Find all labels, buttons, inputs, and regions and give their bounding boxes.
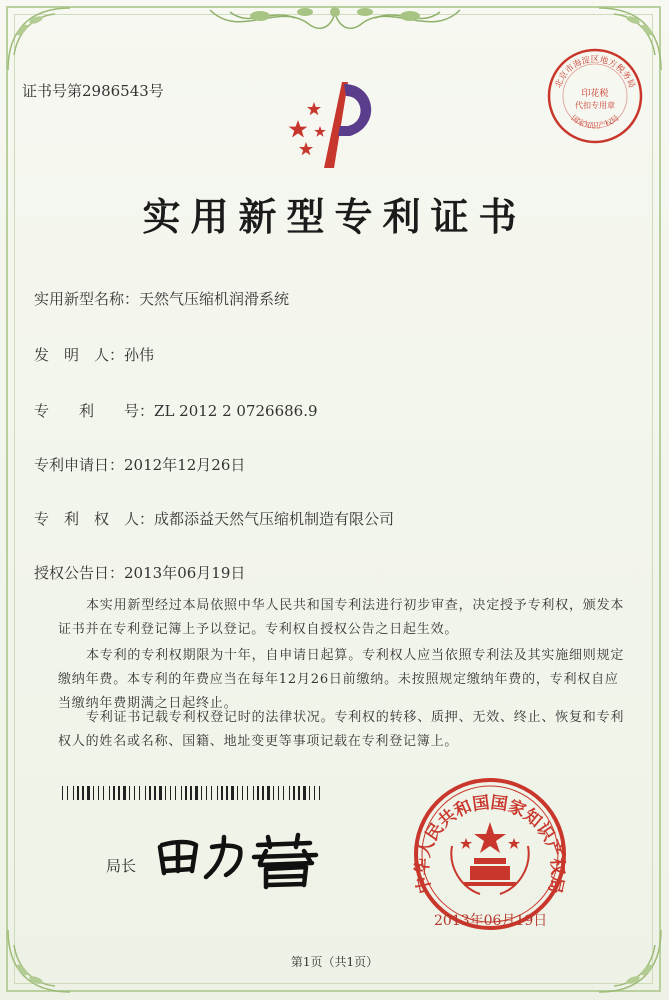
utility-model-name-label: 实用新型名称：	[34, 290, 140, 308]
barcode-icon	[62, 786, 322, 800]
patentee-row	[34, 508, 394, 529]
paragraph-legal-status: 专利证书记载专利权登记时的法律状况。专利权的转移、质押、无效、终止、恢复和专利权人的姓名或名称、国籍、地址变更等事项记载在专利登记簿上。	[58, 710, 625, 749]
grant-date-label: 授权公告日：	[34, 564, 125, 582]
patent-number-value: ZL 2012 2 0726686.9	[154, 402, 318, 420]
corner-ornament-icon	[0, 0, 80, 80]
patentee-label: 专 利 权 人：	[34, 510, 155, 528]
director-signature-icon	[150, 825, 325, 890]
filing-date-label: 专利申请日：	[34, 456, 125, 474]
director-label: 局长	[106, 857, 137, 875]
patentee-value: 成都添益天然气压缩机制造有限公司	[154, 510, 395, 528]
paragraph-term: 本专利的专利权期限为十年，自申请日起算。专利权人应当依照专利法及其实施细则规定缴纳年费。本专利的年费应当在每年12月26日前缴纳。未按照规定缴纳年费的，专利权自应当缴纳年费期满之日起终止。	[58, 648, 625, 711]
paragraph-grant: 本实用新型经过本局依照中华人民共和国专利法进行初步审查，决定授予专利权，颁发本证书并在专利登记簿上予以登记。专利权自授权公告之日起生效。	[58, 598, 625, 637]
grant-date-value: 2013年06月19日	[124, 564, 246, 582]
tax-stamp-ring-text: 北京市海淀区地方税务局	[553, 55, 637, 90]
filing-date-row	[34, 454, 245, 475]
inventor-label: 发 明 人：	[34, 346, 125, 364]
tax-stamp-line2: 代扣专用章	[575, 101, 615, 110]
tax-stamp-bottom-text: 国家知识产权局	[569, 113, 621, 131]
filing-date-value: 2012年12月26日	[124, 456, 246, 474]
issue-date: 2013年06月19日	[434, 913, 548, 929]
utility-model-name-row	[34, 288, 289, 309]
certificate-number: 证书号第2986543号	[22, 82, 164, 100]
tax-stamp-icon	[545, 46, 645, 146]
inventor-row	[34, 344, 154, 365]
certificate-title: 实用新型专利证书	[142, 194, 527, 239]
sipo-logo-icon	[284, 76, 384, 172]
tax-stamp-line1: 印花税	[581, 89, 609, 99]
patent-number-label: 专 利 号：	[34, 402, 155, 420]
grant-date-row	[34, 562, 245, 583]
svg-text:国家知识产权局	[570, 113, 621, 130]
inventor-value: 孙伟	[124, 346, 155, 364]
page-number: 第1页（共1页）	[290, 955, 379, 969]
utility-model-name-value: 天然气压缩机润滑系统	[139, 290, 290, 308]
patent-number-row	[34, 400, 318, 421]
top-ornament-icon	[200, 0, 470, 42]
national-seal-ring-text: 中华人民共和国国家知识产权局	[412, 792, 568, 896]
